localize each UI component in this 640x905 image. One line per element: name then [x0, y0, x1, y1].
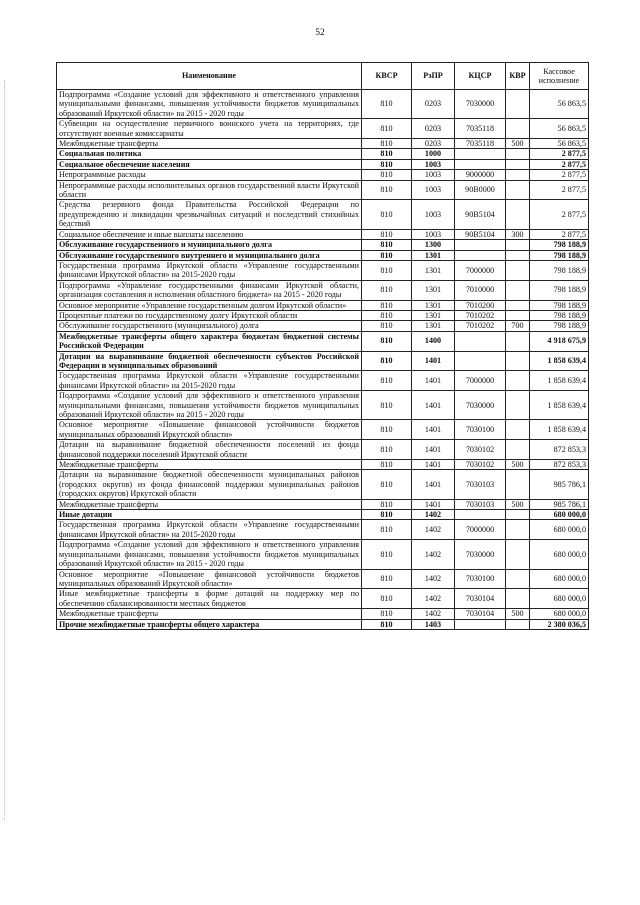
- cell-rzpr: 1401: [412, 440, 455, 460]
- cell-kvr: 500: [506, 139, 530, 149]
- cell-kvr: [506, 351, 530, 371]
- table-row: [57, 540, 589, 569]
- cell-cash-execution: 1 858 639,4: [530, 420, 589, 440]
- cell-name: Государственная программа Иркутской области «Управление государственными финансами Иркутской области» на 2015-2020 годы: [57, 520, 362, 540]
- cell-cash-execution: 872 853,3: [530, 440, 589, 460]
- cell-kvr: [506, 470, 530, 499]
- cell-cash-execution: 680 000,0: [530, 540, 589, 569]
- table-row: [57, 371, 589, 391]
- binding-edge: [4, 80, 11, 820]
- table-row: [57, 139, 589, 149]
- table-row: [57, 260, 589, 280]
- cell-rzpr: 1000: [412, 149, 455, 159]
- header-kvr: КВР: [506, 63, 530, 90]
- cell-kcsr: 7030102: [455, 440, 506, 460]
- cell-kcsr: 7010202: [455, 310, 506, 320]
- cell-rzpr: 1401: [412, 420, 455, 440]
- table-row: [57, 609, 589, 619]
- cell-kcsr: 7030000: [455, 391, 506, 420]
- cell-cash-execution: 798 188,9: [530, 250, 589, 260]
- cell-rzpr: 1401: [412, 460, 455, 470]
- cell-rzpr: 1403: [412, 619, 455, 629]
- table-row: [57, 499, 589, 509]
- cell-kvr: 500: [506, 609, 530, 619]
- cell-kvsr: 810: [362, 280, 412, 300]
- cell-cash-execution: 985 786,1: [530, 499, 589, 509]
- table-row: [57, 321, 589, 331]
- cell-kvr: [506, 540, 530, 569]
- cell-name: Обслуживание государственного внутреннего и муниципального долга: [57, 250, 362, 260]
- cell-kvsr: 810: [362, 119, 412, 139]
- cell-kcsr: 7030102: [455, 460, 506, 470]
- table-row: [57, 310, 589, 320]
- cell-name: Обслуживание государственного и муниципального долга: [57, 240, 362, 250]
- cell-kvr: [506, 180, 530, 200]
- cell-kcsr: 7030100: [455, 420, 506, 440]
- table-row: [57, 520, 589, 540]
- cell-cash-execution: 680 000,0: [530, 510, 589, 520]
- cell-cash-execution: 798 188,9: [530, 260, 589, 280]
- cell-kcsr: 7030000: [455, 90, 506, 119]
- cell-kcsr: [455, 331, 506, 351]
- cell-kvsr: 810: [362, 321, 412, 331]
- cell-kcsr: 7010000: [455, 280, 506, 300]
- cell-cash-execution: 680 000,0: [530, 589, 589, 609]
- cell-rzpr: 1301: [412, 250, 455, 260]
- cell-name: Государственная программа Иркутской области «Управление государственными финансами Иркутской области» на 2015-2020 годы: [57, 371, 362, 391]
- cell-name: Межбюджетные трансферты: [57, 460, 362, 470]
- cell-rzpr: 1003: [412, 180, 455, 200]
- cell-name: Подпрограмма «Создание условий для эффективного и ответственного управления муниципальными финансами, повышения устойчивости бюджетов муниципальных образований Иркутской области» на 2015 - 2020 годы: [57, 391, 362, 420]
- cell-kvsr: 810: [362, 159, 412, 169]
- cell-kcsr: [455, 510, 506, 520]
- cell-kvr: [506, 589, 530, 609]
- table-row: [57, 440, 589, 460]
- cell-cash-execution: 1 858 639,4: [530, 351, 589, 371]
- cell-kvsr: 810: [362, 589, 412, 609]
- cell-kvsr: 810: [362, 569, 412, 589]
- cell-kvr: 500: [506, 499, 530, 509]
- cell-cash-execution: 1 858 639,4: [530, 391, 589, 420]
- cell-cash-execution: 56 863,5: [530, 139, 589, 149]
- cell-rzpr: 1301: [412, 300, 455, 310]
- table-row: [57, 619, 589, 629]
- cell-name: Субвенции на осуществление первичного воинского учета на территориях, где отсутствуют военные комиссариаты: [57, 119, 362, 139]
- cell-cash-execution: 872 853,3: [530, 460, 589, 470]
- cell-name: Межбюджетные трансферты: [57, 609, 362, 619]
- cell-rzpr: 1402: [412, 609, 455, 619]
- cell-kvsr: 810: [362, 260, 412, 280]
- cell-rzpr: 1301: [412, 321, 455, 331]
- cell-kvr: [506, 170, 530, 180]
- cell-kcsr: 7010200: [455, 300, 506, 310]
- table-row: [57, 119, 589, 139]
- cell-kvsr: 810: [362, 619, 412, 629]
- cell-kvr: [506, 619, 530, 629]
- cell-rzpr: 1300: [412, 240, 455, 250]
- page-number: 52: [315, 28, 325, 38]
- cell-rzpr: 1003: [412, 159, 455, 169]
- cell-kcsr: 7000000: [455, 260, 506, 280]
- cell-name: Дотации на выравнивание бюджетной обеспеченности поселений из фонда финансовой поддержки поселений Иркутской области: [57, 440, 362, 460]
- cell-kvsr: 810: [362, 609, 412, 619]
- cell-rzpr: 1401: [412, 351, 455, 371]
- cell-cash-execution: 985 786,1: [530, 470, 589, 499]
- cell-rzpr: 1402: [412, 510, 455, 520]
- cell-kvsr: 810: [362, 440, 412, 460]
- cell-rzpr: 1401: [412, 499, 455, 509]
- table-row: [57, 300, 589, 310]
- cell-cash-execution: 2 877,5: [530, 180, 589, 200]
- cell-kcsr: [455, 619, 506, 629]
- cell-kvsr: 810: [362, 510, 412, 520]
- cell-kcsr: [455, 351, 506, 371]
- cell-name: Основное мероприятие «Повышение финансовой устойчивости бюджетов муниципальных образований Иркутской области»: [57, 420, 362, 440]
- cell-rzpr: 0203: [412, 90, 455, 119]
- cell-kcsr: 7000000: [455, 371, 506, 391]
- cell-name: Прочие межбюджетные трансферты общего характера: [57, 619, 362, 629]
- table-row: [57, 569, 589, 589]
- cell-cash-execution: 798 188,9: [530, 321, 589, 331]
- table-row: [57, 510, 589, 520]
- cell-rzpr: 1402: [412, 540, 455, 569]
- cell-kvr: [506, 440, 530, 460]
- cell-rzpr: 1400: [412, 331, 455, 351]
- cell-rzpr: 1003: [412, 170, 455, 180]
- cell-kvr: [506, 149, 530, 159]
- cell-cash-execution: 680 000,0: [530, 520, 589, 540]
- table-row: [57, 351, 589, 371]
- cell-kcsr: 7010202: [455, 321, 506, 331]
- cell-kcsr: 7030104: [455, 609, 506, 619]
- cell-name: Непрограммные расходы исполнительных органов государственной власти Иркутской области: [57, 180, 362, 200]
- cell-kcsr: 90В5104: [455, 200, 506, 229]
- cell-kcsr: 7030103: [455, 499, 506, 509]
- cell-cash-execution: 680 000,0: [530, 569, 589, 589]
- cell-kvr: [506, 250, 530, 260]
- budget-execution-table: [56, 62, 589, 630]
- table-row: [57, 391, 589, 420]
- cell-kvsr: 810: [362, 499, 412, 509]
- cell-kvsr: 810: [362, 229, 412, 239]
- cell-name: Основное мероприятие «Повышение финансовой устойчивости бюджетов муниципальных образований Иркутской области»: [57, 569, 362, 589]
- cell-name: Межбюджетные трансферты: [57, 139, 362, 149]
- cell-kvsr: 810: [362, 391, 412, 420]
- table-row: [57, 250, 589, 260]
- cell-kvsr: 810: [362, 470, 412, 499]
- cell-kvsr: 810: [362, 240, 412, 250]
- cell-kcsr: [455, 159, 506, 169]
- cell-name: Подпрограмма «Управление государственными финансами Иркутской области, организация составления и исполнения областного бюджета» на 2015 - 2020 годы: [57, 280, 362, 300]
- cell-kvsr: 810: [362, 200, 412, 229]
- cell-cash-execution: 798 188,9: [530, 310, 589, 320]
- cell-kvsr: 810: [362, 520, 412, 540]
- cell-kcsr: 90В0000: [455, 180, 506, 200]
- cell-rzpr: 1402: [412, 589, 455, 609]
- table-row: [57, 280, 589, 300]
- cell-kcsr: 7035118: [455, 139, 506, 149]
- table-row: [57, 470, 589, 499]
- cell-cash-execution: 798 188,9: [530, 240, 589, 250]
- cell-name: Социальное обеспечение населения: [57, 159, 362, 169]
- table-row: [57, 159, 589, 169]
- table-header-row: [57, 63, 589, 90]
- table-row: [57, 589, 589, 609]
- cell-rzpr: 1003: [412, 200, 455, 229]
- cell-kcsr: [455, 250, 506, 260]
- table-row: [57, 180, 589, 200]
- cell-name: Средства резервного фонда Правительства Российской Федерации по предупреждению и ликвидации чрезвычайных ситуаций и последствий стихийных бедствий: [57, 200, 362, 229]
- cell-kcsr: 7000000: [455, 520, 506, 540]
- cell-kvsr: 810: [362, 139, 412, 149]
- cell-kcsr: [455, 240, 506, 250]
- table-body: [57, 90, 589, 630]
- cell-rzpr: 1401: [412, 391, 455, 420]
- cell-rzpr: 1402: [412, 520, 455, 540]
- cell-cash-execution: 56 863,5: [530, 119, 589, 139]
- cell-kvr: [506, 119, 530, 139]
- table-row: [57, 90, 589, 119]
- cell-kvsr: 810: [362, 420, 412, 440]
- header-rzpr: РзПР: [412, 63, 455, 90]
- cell-kcsr: 90В5104: [455, 229, 506, 239]
- header-kcsr: КЦСР: [455, 63, 506, 90]
- cell-name: Государственная программа Иркутской области «Управление государственными финансами Иркутской области» на 2015-2020 годы: [57, 260, 362, 280]
- table-row: [57, 240, 589, 250]
- cell-cash-execution: 680 000,0: [530, 609, 589, 619]
- cell-kcsr: 7030100: [455, 569, 506, 589]
- cell-rzpr: 1301: [412, 260, 455, 280]
- cell-cash-execution: 2 380 036,5: [530, 619, 589, 629]
- cell-name: Межбюджетные трансферты: [57, 499, 362, 509]
- cell-kvr: [506, 280, 530, 300]
- table-row: [57, 149, 589, 159]
- cell-name: Межбюджетные трансферты общего характера бюджетам бюджетной системы Российской Федерации: [57, 331, 362, 351]
- cell-name: Дотации на выравнивание бюджетной обеспеченности субъектов Российской Федерации и муниципальных образований: [57, 351, 362, 371]
- cell-kvr: [506, 331, 530, 351]
- cell-kvsr: 810: [362, 180, 412, 200]
- cell-cash-execution: 56 863,5: [530, 90, 589, 119]
- cell-rzpr: 1301: [412, 280, 455, 300]
- cell-name: Непрограммные расходы: [57, 170, 362, 180]
- cell-kvr: [506, 260, 530, 280]
- cell-cash-execution: 798 188,9: [530, 280, 589, 300]
- cell-rzpr: 1401: [412, 371, 455, 391]
- cell-name: Основное мероприятие «Управление государственным долгом Иркутской области»: [57, 300, 362, 310]
- header-name: Наименование: [57, 63, 362, 90]
- cell-cash-execution: 2 877,5: [530, 229, 589, 239]
- cell-kvr: [506, 391, 530, 420]
- cell-rzpr: 1401: [412, 470, 455, 499]
- cell-kvr: 700: [506, 321, 530, 331]
- cell-name: Подпрограмма «Создание условий для эффективного и ответственного управления муниципальными финансами, повышения устойчивости бюджетов муниципальных образований Иркутской области» на 2015 - 2020 годы: [57, 540, 362, 569]
- cell-name: Социальное обеспечение и иные выплаты населению: [57, 229, 362, 239]
- cell-kvsr: 810: [362, 250, 412, 260]
- cell-rzpr: 1301: [412, 310, 455, 320]
- cell-name: Обслуживание государственного (муниципального) долга: [57, 321, 362, 331]
- cell-kvr: [506, 310, 530, 320]
- cell-rzpr: 0203: [412, 139, 455, 149]
- cell-kvr: 300: [506, 229, 530, 239]
- table-row: [57, 229, 589, 239]
- cell-kvsr: 810: [362, 310, 412, 320]
- cell-name: Иные межбюджетные трансферты в форме дотаций на поддержку мер по обеспечению сбалансированности местных бюджетов: [57, 589, 362, 609]
- cell-kvr: [506, 520, 530, 540]
- cell-kvsr: 810: [362, 351, 412, 371]
- cell-name: Дотации на выравнивание бюджетной обеспеченности муниципальных районов (городских округов) из фонда финансовой поддержки муниципальных районов (городских округов) Иркутской области: [57, 470, 362, 499]
- table-row: [57, 331, 589, 351]
- cell-kcsr: 7035118: [455, 119, 506, 139]
- cell-kvsr: 810: [362, 300, 412, 310]
- table-row: [57, 460, 589, 470]
- cell-cash-execution: 2 877,5: [530, 200, 589, 229]
- cell-cash-execution: 4 918 675,9: [530, 331, 589, 351]
- cell-kcsr: 7030000: [455, 540, 506, 569]
- cell-rzpr: 1402: [412, 569, 455, 589]
- cell-kvr: [506, 240, 530, 250]
- cell-kvsr: 810: [362, 460, 412, 470]
- table-row: [57, 200, 589, 229]
- cell-kvr: [506, 420, 530, 440]
- cell-kcsr: [455, 149, 506, 159]
- cell-kvr: 500: [506, 460, 530, 470]
- cell-kvsr: 810: [362, 540, 412, 569]
- cell-name: Подпрограмма «Создание условий для эффективного и ответственного управления муниципальными финансами, повышения устойчивости бюджетов муниципальных образований Иркутской области» на 2015 - 2020 годы: [57, 90, 362, 119]
- cell-kvsr: 810: [362, 90, 412, 119]
- cell-kcsr: 7030103: [455, 470, 506, 499]
- cell-name: Иные дотации: [57, 510, 362, 520]
- cell-kvr: [506, 569, 530, 589]
- cell-kvr: [506, 90, 530, 119]
- table-row: [57, 420, 589, 440]
- cell-rzpr: 0203: [412, 119, 455, 139]
- cell-kvsr: 810: [362, 149, 412, 159]
- cell-kcsr: 7030104: [455, 589, 506, 609]
- cell-cash-execution: 1 858 639,4: [530, 371, 589, 391]
- cell-kvsr: 810: [362, 170, 412, 180]
- header-kvsr: КВСР: [362, 63, 412, 90]
- cell-kvr: [506, 300, 530, 310]
- cell-kvr: [506, 200, 530, 229]
- cell-cash-execution: 2 877,5: [530, 149, 589, 159]
- cell-rzpr: 1003: [412, 229, 455, 239]
- cell-kvsr: 810: [362, 371, 412, 391]
- cell-name: Социальная политика: [57, 149, 362, 159]
- cell-kvsr: 810: [362, 331, 412, 351]
- header-cash-execution: Кассовое исполнение: [530, 63, 589, 90]
- cell-kcsr: 9000000: [455, 170, 506, 180]
- cell-cash-execution: 2 877,5: [530, 159, 589, 169]
- cell-kvr: [506, 159, 530, 169]
- table-row: [57, 170, 589, 180]
- cell-cash-execution: 798 188,9: [530, 300, 589, 310]
- cell-kvr: [506, 510, 530, 520]
- cell-cash-execution: 2 877,5: [530, 170, 589, 180]
- cell-name: Процентные платежи по государственному долгу Иркутской области: [57, 310, 362, 320]
- cell-kvr: [506, 371, 530, 391]
